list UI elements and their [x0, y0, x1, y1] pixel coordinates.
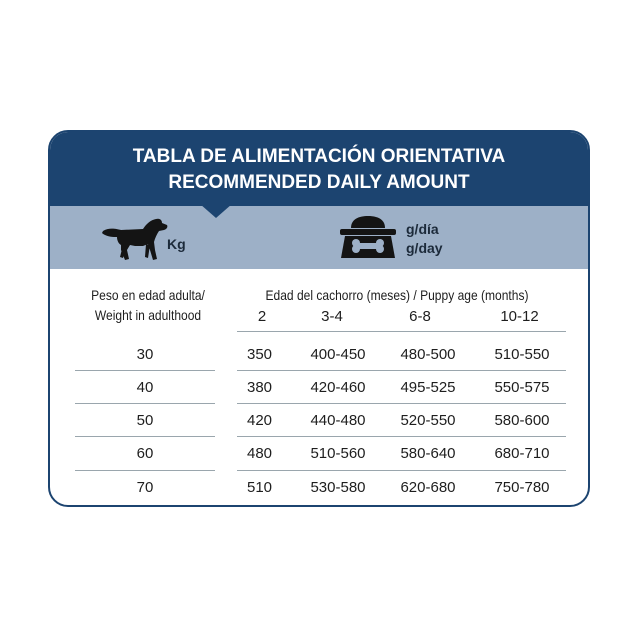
title-en: RECOMMENDED DAILY AMOUNT — [168, 172, 470, 193]
food-bowl-bone-icon — [337, 214, 399, 260]
weight-cell: 40 — [136, 379, 154, 396]
value-cell: 420 — [246, 412, 273, 429]
value-cell: 580-640 — [400, 445, 456, 462]
value-cell: 495-525 — [400, 379, 456, 396]
value-cell: 510 — [246, 479, 273, 496]
value-cell: 580-600 — [494, 412, 550, 429]
weight-column-header — [79, 285, 217, 325]
age-col-3-4: 3-4 — [321, 308, 343, 325]
feeding-table-card — [48, 130, 590, 507]
value-cell: 620-680 — [400, 479, 456, 496]
value-cell: 480-500 — [400, 346, 456, 363]
age-column-header: Edad del cachorro (meses) / Puppy age (months) — [265, 287, 529, 303]
dose-label-es: g/día — [406, 221, 439, 237]
table-row — [237, 338, 566, 371]
value-cell: 400-450 — [310, 346, 366, 363]
value-cell: 350 — [246, 346, 273, 363]
puppy-silhouette-icon — [99, 217, 169, 263]
value-cell: 510-560 — [310, 445, 366, 462]
kg-label: Kg — [167, 236, 186, 252]
table-row — [237, 437, 566, 470]
header-notch — [200, 204, 232, 218]
value-cell: 520-550 — [400, 412, 456, 429]
value-cell: 750-780 — [494, 479, 550, 496]
value-cell: 680-710 — [494, 445, 550, 462]
value-cell: 530-580 — [310, 479, 366, 496]
value-cell: 440-480 — [310, 412, 366, 429]
age-col-2: 2 — [257, 308, 267, 325]
weight-cell: 60 — [136, 445, 154, 462]
weight-header-es: Peso en edad adulta/ — [91, 287, 205, 303]
weight-header-en: Weight in adulthood — [94, 307, 202, 323]
table-header — [50, 132, 588, 206]
row-divider — [237, 331, 566, 332]
dose-label — [406, 220, 443, 258]
age-col-6-8: 6-8 — [409, 308, 431, 325]
table-row — [237, 471, 566, 504]
weight-cell: 30 — [136, 346, 154, 363]
dose-label-en: g/day — [406, 240, 443, 256]
table-row — [237, 404, 566, 437]
value-cell: 510-550 — [494, 346, 550, 363]
title-es: TABLA DE ALIMENTACIÓN ORIENTATIVA — [132, 146, 506, 167]
weight-cell: 50 — [136, 412, 154, 429]
age-col-10-12: 10-12 — [500, 308, 539, 325]
value-cell: 480 — [246, 445, 273, 462]
value-cell: 380 — [246, 379, 273, 396]
weight-cell: 70 — [136, 479, 154, 496]
value-cell: 420-460 — [310, 379, 366, 396]
value-cell: 550-575 — [494, 379, 550, 396]
table-row — [237, 371, 566, 404]
